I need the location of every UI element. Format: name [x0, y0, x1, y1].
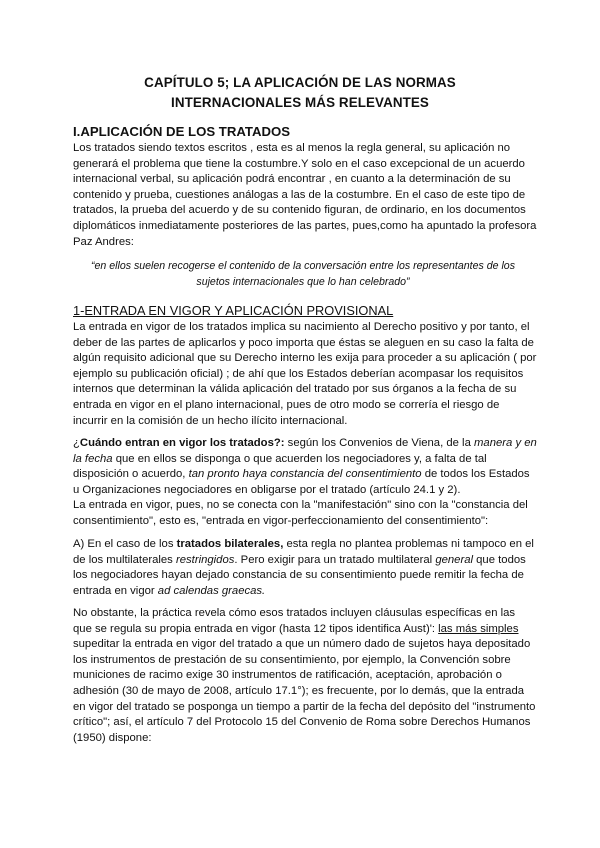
underlined-span: las más simples: [438, 622, 519, 635]
text-line: La entrada en vigor de los tratados implica su nacimiento al Derecho positivo y por tanto, el: [73, 321, 530, 333]
section2-paragraph: [73, 320, 537, 429]
text-line: [73, 622, 533, 638]
quote-line-2: sujetos internacionales que lo han celebrado”: [196, 275, 410, 288]
text-line: [73, 537, 533, 553]
question-bold: Cuándo entran en vigor los tratados?:: [79, 437, 285, 449]
text-line: algún requisito adicional que su Derecho interno les exija para proceder a su aplicación ( por: [73, 352, 537, 365]
text-line: Paz Andres:: [73, 235, 134, 248]
text-line: [73, 553, 533, 569]
text-line: u Organizaciones negociadores en obligarse por el tratado (artículo 24.1 y 2).: [73, 483, 461, 496]
block-quote: [73, 259, 533, 290]
text-line: diplomáticos inmediatamente posteriores de las partes, pues,como ha apuntado la profesora: [73, 219, 537, 232]
text-line: [73, 584, 533, 600]
text-line: No obstante, la práctica revela cómo esos tratados incluyen cláusulas específicas en las: [73, 607, 516, 619]
text-line: deber de las partes de aplicarlos y poco importa que éstas se aleguen en su caso la falta de: [73, 336, 534, 349]
italic-span: la fecha: [73, 452, 113, 465]
italic-span: ad calendas graecas.: [157, 584, 266, 597]
section1-paragraph: [73, 141, 537, 250]
text-line: los negociadores hayan dejado constancia de su consentimiento puede remitir la fecha de: [73, 569, 524, 582]
text-span: que todos: [473, 553, 526, 566]
text-line: consentimiento", esto es, "entrada en vigor-perfeccionamiento del consentimiento":: [73, 514, 489, 527]
text-line: incurrir en la comisión de un hecho ilícito internacional.: [73, 414, 348, 427]
text-line: Los tratados siendo textos escritos , esta es al menos la regla general, su aplicación no: [73, 142, 511, 154]
chapter-title-line-2: INTERNACIONALES MÁS RELEVANTES: [171, 95, 429, 110]
quote-line-1: “en ellos suelen recogerse el contenido de la conversación entre los representantes de los: [90, 260, 515, 272]
text-line: supeditar la entrada en vigor del tratado a que un número dado de sujetos haya depositado: [73, 638, 531, 651]
text-span: que en ellos se disponga o que acuerden los negociadores y, a falta de tal: [112, 452, 487, 465]
text-line: internos que determinan la válida aplicación del tratado por sus órganos a la fecha de su: [73, 383, 517, 396]
section-heading-aplicacion: I.APLICACIÓN DE LOS TRATADOS: [73, 124, 291, 139]
text-span: según los Convenios de Viena, de la: [284, 437, 474, 449]
text-line: tratados, la prueba del acuerdo y de su contenido figuran, de ordinario, en los documentos: [73, 204, 526, 217]
text-span: de los multilaterales: [73, 553, 176, 566]
chapter-title-line-1: CAPÍTULO 5; LA APLICACIÓN DE LAS NORMAS: [144, 75, 456, 90]
text-line: La entrada en vigor, pues, no se conecta con la "manifestación" sino con la "constancia del: [73, 499, 528, 512]
text-line: generará el problema que tiene la costumbre.Y solo en el caso excepcional de un acuerdo: [73, 157, 525, 170]
text-line: contenido y prueba, cuestiones análogas a las de la costumbre. En el caso de este tipo de: [73, 188, 526, 201]
italic-span: restringidos: [175, 553, 235, 566]
text-span: esta regla no plantea problemas ni tampoco en el: [283, 538, 534, 550]
text-span: de todos los Estados: [421, 468, 530, 481]
italic-span: manera y en: [474, 437, 537, 449]
paragraph-cuando-entran-en-vigor: [73, 436, 537, 530]
text-line: [73, 452, 533, 468]
text-line: (1950) dispone:: [73, 731, 152, 744]
text-line: municiones de racimo exige 30 instrumentos de ratificación, aceptación, aprobación o: [73, 669, 502, 682]
text-line: [73, 467, 533, 483]
text-span: que se regula su propia entrada en vigor (hasta 12 tipos identifica Aust)':: [73, 622, 439, 635]
text-line: adhesión (30 de mayo de 2008, artículo 17.1°); es frecuente, por lo demás, que la entrada: [73, 684, 525, 697]
paragraph-tratados-bilaterales: [73, 537, 533, 599]
bold-span: tratados bilaterales,: [176, 538, 284, 550]
paragraph-no-obstante: [73, 606, 536, 746]
text-span: A) En el caso de los: [73, 538, 177, 550]
text-line: en vigor del tratado se posponga un tiempo a partir de la fecha del depósito del "instrumento: [73, 700, 536, 713]
text-span: . Pero exigir para un tratado multilateral: [234, 553, 436, 566]
text-line: entrada en vigor en el plano internacional, pues de otro modo se correría el riesgo de: [73, 398, 500, 411]
section-heading-entrada-en-vigor: 1-ENTRADA EN VIGOR Y APLICACIÓN PROVISIONAL: [73, 303, 394, 318]
text-span: entrada en vigor: [73, 584, 158, 597]
text-span: ¿: [73, 437, 80, 449]
text-line: los instrumentos de prestación de su consentimiento, por ejemplo, la Convención sobre: [73, 653, 511, 666]
text-span: disposición o acuerdo,: [73, 468, 189, 481]
italic-span: tan pronto haya constancia del consentimiento: [188, 468, 422, 481]
text-line: internacional verbal, su aplicación podrá encontrar , en cuanto a la determinación de su: [73, 173, 511, 186]
italic-span: general: [435, 553, 474, 566]
chapter-title: [60, 73, 540, 113]
text-line: ejemplo su publicación oficial) ; de ahí que los Estados deberían acompasar los requisitos: [73, 367, 524, 380]
text-line: [73, 436, 537, 452]
text-line: crítico"; así, el artículo 7 del Protocolo 15 del Convenio de Roma sobre Derechos Humanos: [73, 716, 531, 729]
